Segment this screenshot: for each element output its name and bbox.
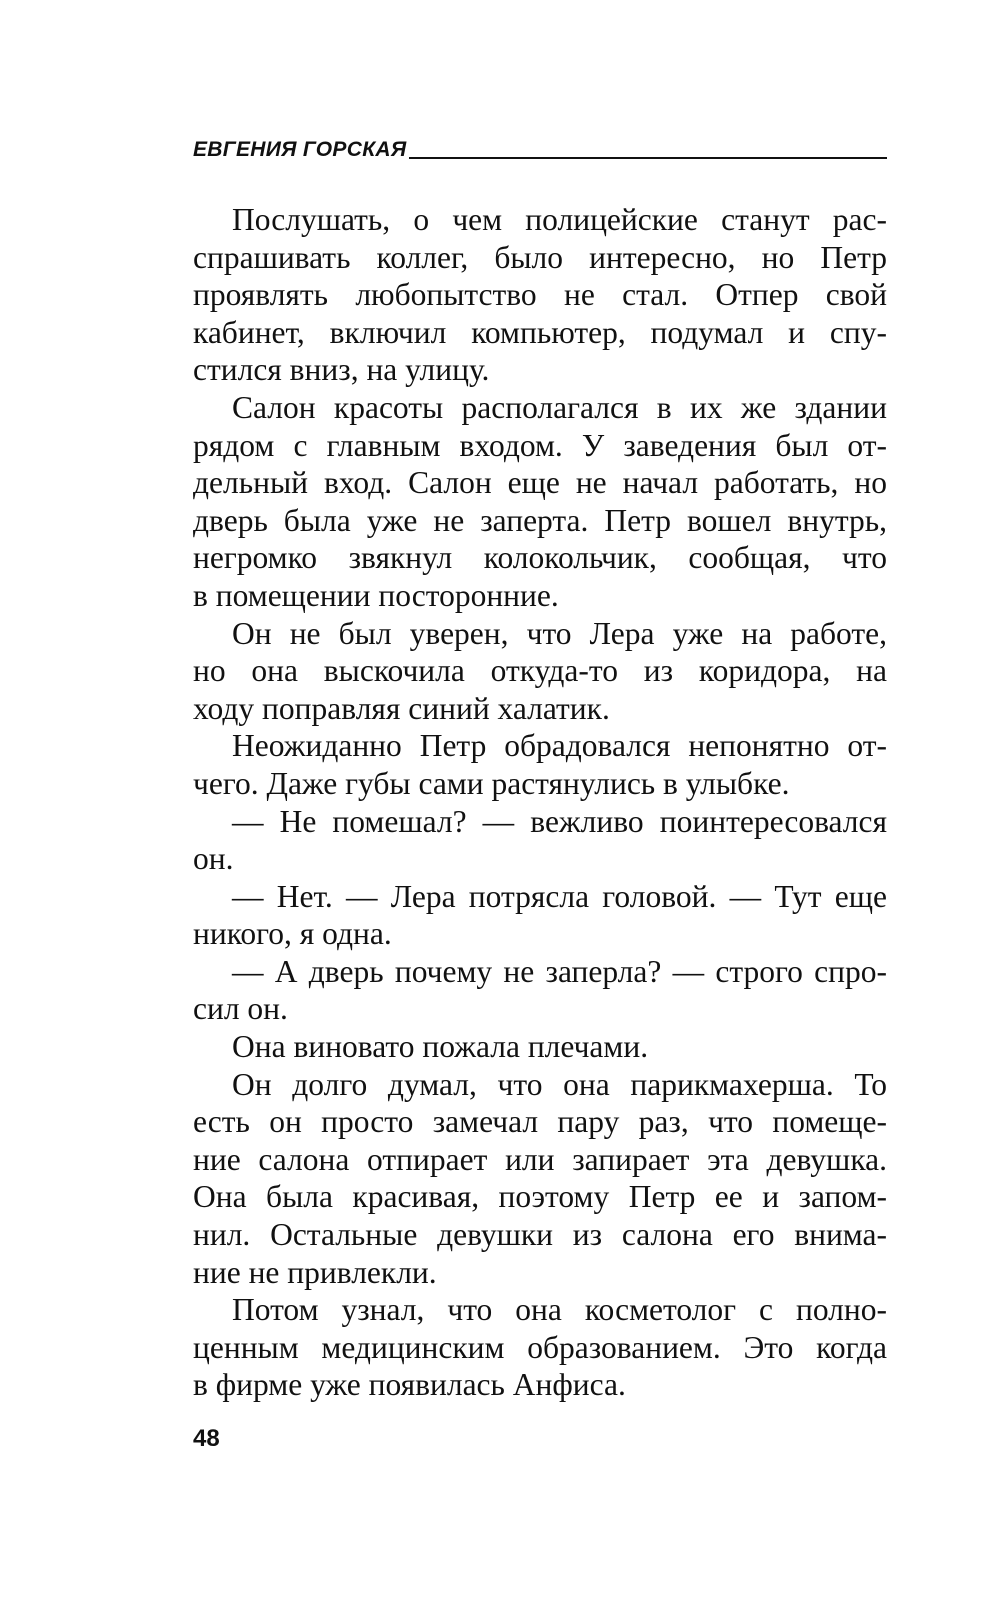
text-line: негромко звякнул колокольчик, сообщая, что: [193, 540, 887, 576]
text-line: спрашивать коллег, было интересно, но Петр: [193, 239, 887, 275]
text-line: Она виновато пожала плечами.: [232, 1029, 649, 1065]
text-line: проявлять любопытство не стал. Отпер свой: [193, 277, 887, 313]
text-line: дверь была уже не заперта. Петр вошел внутрь,: [193, 502, 887, 538]
text-line: ние салона отпирает или запирает эта девушка.: [193, 1141, 887, 1177]
header-rule: [409, 157, 888, 159]
text-line: ние не привлекли.: [193, 1254, 437, 1290]
text-line: Послушать, о чем полицейские станут рас-: [232, 202, 887, 237]
text-line: сил он.: [193, 991, 288, 1027]
text-line: рядом с главным входом. У заведения был от-: [193, 427, 887, 463]
text-line: он.: [193, 841, 234, 877]
text-line: Он долго думал, что она парикмахерша. То: [232, 1066, 887, 1102]
text-line: Она была красивая, поэтому Петр ее и запом-: [193, 1179, 887, 1215]
text-line: в фирме уже появилась Анфиса.: [193, 1367, 626, 1403]
text-line: чего. Даже губы сами растянулись в улыбке.: [193, 765, 790, 801]
text-line: нил. Остальные девушки из салона его внима-: [193, 1217, 887, 1253]
text-line: ценным медицинским образованием. Это когда: [193, 1329, 887, 1365]
text-line: Неожиданно Петр обрадовался непонятно от-: [232, 728, 887, 764]
text-line: ходу поправляя синий халатик.: [193, 690, 610, 726]
author-name: ЕВГЕНИЯ ГОРСКАЯ: [193, 138, 407, 161]
page-number: 48: [193, 1425, 220, 1452]
text-line: Салон красоты располагался в их же здании: [232, 389, 887, 425]
text-line: — Нет. — Лера потрясла головой. — Тут еще: [232, 878, 887, 914]
text-line: Потом узнал, что она косметолог с полно-: [232, 1292, 887, 1328]
text-line: в помещении посторонние.: [193, 577, 559, 613]
text-line: — Не помешал? — вежливо поинтересовался: [232, 803, 887, 839]
text-line: никого, я одна.: [193, 916, 392, 952]
text-line: есть он просто замечал пару раз, что помеще-: [193, 1104, 887, 1140]
text-line: Он не был уверен, что Лера уже на работе,: [232, 615, 887, 651]
text-line: но она выскочила откуда-то из коридора, на: [193, 653, 887, 689]
text-line: дельный вход. Салон еще не начал работать, но: [193, 465, 887, 501]
body-text: [193, 201, 887, 1404]
running-header: [193, 137, 887, 163]
text-line: кабинет, включил компьютер, подумал и спу-: [193, 314, 887, 350]
text-line: — А дверь почему не заперла? — строго спро-: [232, 953, 887, 989]
text-line: стился вниз, на улицу.: [193, 352, 490, 388]
